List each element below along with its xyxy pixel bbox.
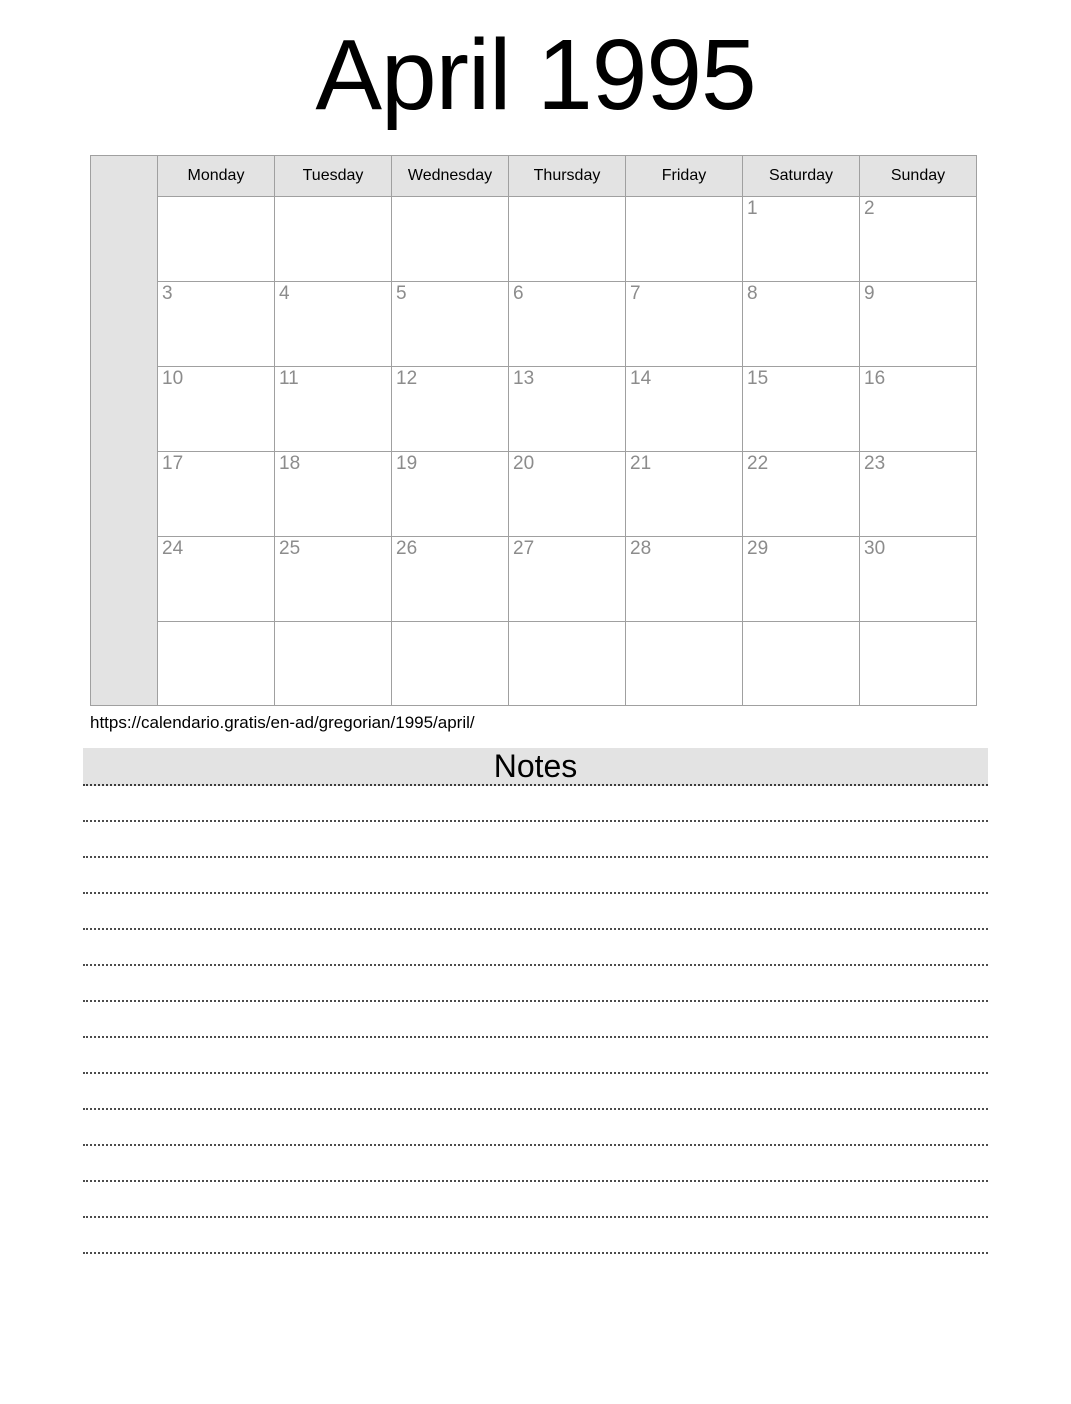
day-cell-empty <box>392 197 509 282</box>
day-cell-5: 5 <box>392 282 509 367</box>
day-cell-7: 7 <box>626 282 743 367</box>
note-line <box>83 1110 988 1146</box>
note-line <box>83 1146 988 1182</box>
calendar-body <box>91 156 977 706</box>
day-cell-10: 10 <box>158 367 275 452</box>
note-line <box>83 1218 988 1254</box>
day-cell-empty <box>626 197 743 282</box>
day-cell-13: 13 <box>509 367 626 452</box>
weekday-header-sunday: Sunday <box>860 156 977 197</box>
day-cell-23: 23 <box>860 452 977 537</box>
day-cell-12: 12 <box>392 367 509 452</box>
day-cell-empty <box>860 622 977 706</box>
day-cell-empty <box>509 197 626 282</box>
page-title: April 1995 <box>315 19 756 131</box>
note-line <box>83 1038 988 1074</box>
day-cell-empty <box>626 622 743 706</box>
day-cell-29: 29 <box>743 537 860 622</box>
calendar-table <box>90 155 977 706</box>
day-cell-empty <box>743 622 860 706</box>
day-cell-14: 14 <box>626 367 743 452</box>
day-cell-11: 11 <box>275 367 392 452</box>
day-cell-empty <box>275 622 392 706</box>
day-cell-30: 30 <box>860 537 977 622</box>
weekday-header-monday: Monday <box>158 156 275 197</box>
weekday-header-saturday: Saturday <box>743 156 860 197</box>
weekday-header-row <box>91 156 977 197</box>
day-cell-26: 26 <box>392 537 509 622</box>
day-cell-4: 4 <box>275 282 392 367</box>
notes-header: Notes <box>83 748 988 786</box>
note-line <box>83 858 988 894</box>
week-row-1 <box>91 197 977 282</box>
source-url-text: https://calendario.gratis/en-ad/gregorian/1995/april/ <box>90 713 475 732</box>
note-line <box>83 1182 988 1218</box>
day-cell-empty <box>158 622 275 706</box>
note-line <box>83 822 988 858</box>
day-cell-24: 24 <box>158 537 275 622</box>
day-cell-15: 15 <box>743 367 860 452</box>
week-row-6 <box>91 622 977 706</box>
notes-lines <box>83 786 988 1254</box>
day-cell-3: 3 <box>158 282 275 367</box>
day-cell-empty <box>392 622 509 706</box>
day-cell-empty <box>275 197 392 282</box>
day-cell-20: 20 <box>509 452 626 537</box>
day-cell-9: 9 <box>860 282 977 367</box>
content-area <box>83 155 988 1254</box>
week-row-5 <box>91 537 977 622</box>
note-line <box>83 930 988 966</box>
note-line <box>83 894 988 930</box>
day-cell-19: 19 <box>392 452 509 537</box>
day-cell-17: 17 <box>158 452 275 537</box>
day-cell-empty <box>509 622 626 706</box>
week-row-2 <box>91 282 977 367</box>
day-cell-28: 28 <box>626 537 743 622</box>
week-row-4 <box>91 452 977 537</box>
day-cell-27: 27 <box>509 537 626 622</box>
gutter-column <box>91 156 158 706</box>
day-cell-18: 18 <box>275 452 392 537</box>
day-cell-16: 16 <box>860 367 977 452</box>
day-cell-empty <box>158 197 275 282</box>
day-cell-1: 1 <box>743 197 860 282</box>
day-cell-2: 2 <box>860 197 977 282</box>
weekday-header-wednesday: Wednesday <box>392 156 509 197</box>
week-row-3 <box>91 367 977 452</box>
note-line <box>83 786 988 822</box>
note-line <box>83 966 988 1002</box>
day-cell-6: 6 <box>509 282 626 367</box>
weekday-header-friday: Friday <box>626 156 743 197</box>
day-cell-22: 22 <box>743 452 860 537</box>
weekday-header-tuesday: Tuesday <box>275 156 392 197</box>
note-line <box>83 1002 988 1038</box>
day-cell-8: 8 <box>743 282 860 367</box>
note-line <box>83 1074 988 1110</box>
day-cell-25: 25 <box>275 537 392 622</box>
day-cell-21: 21 <box>626 452 743 537</box>
weekday-header-thursday: Thursday <box>509 156 626 197</box>
